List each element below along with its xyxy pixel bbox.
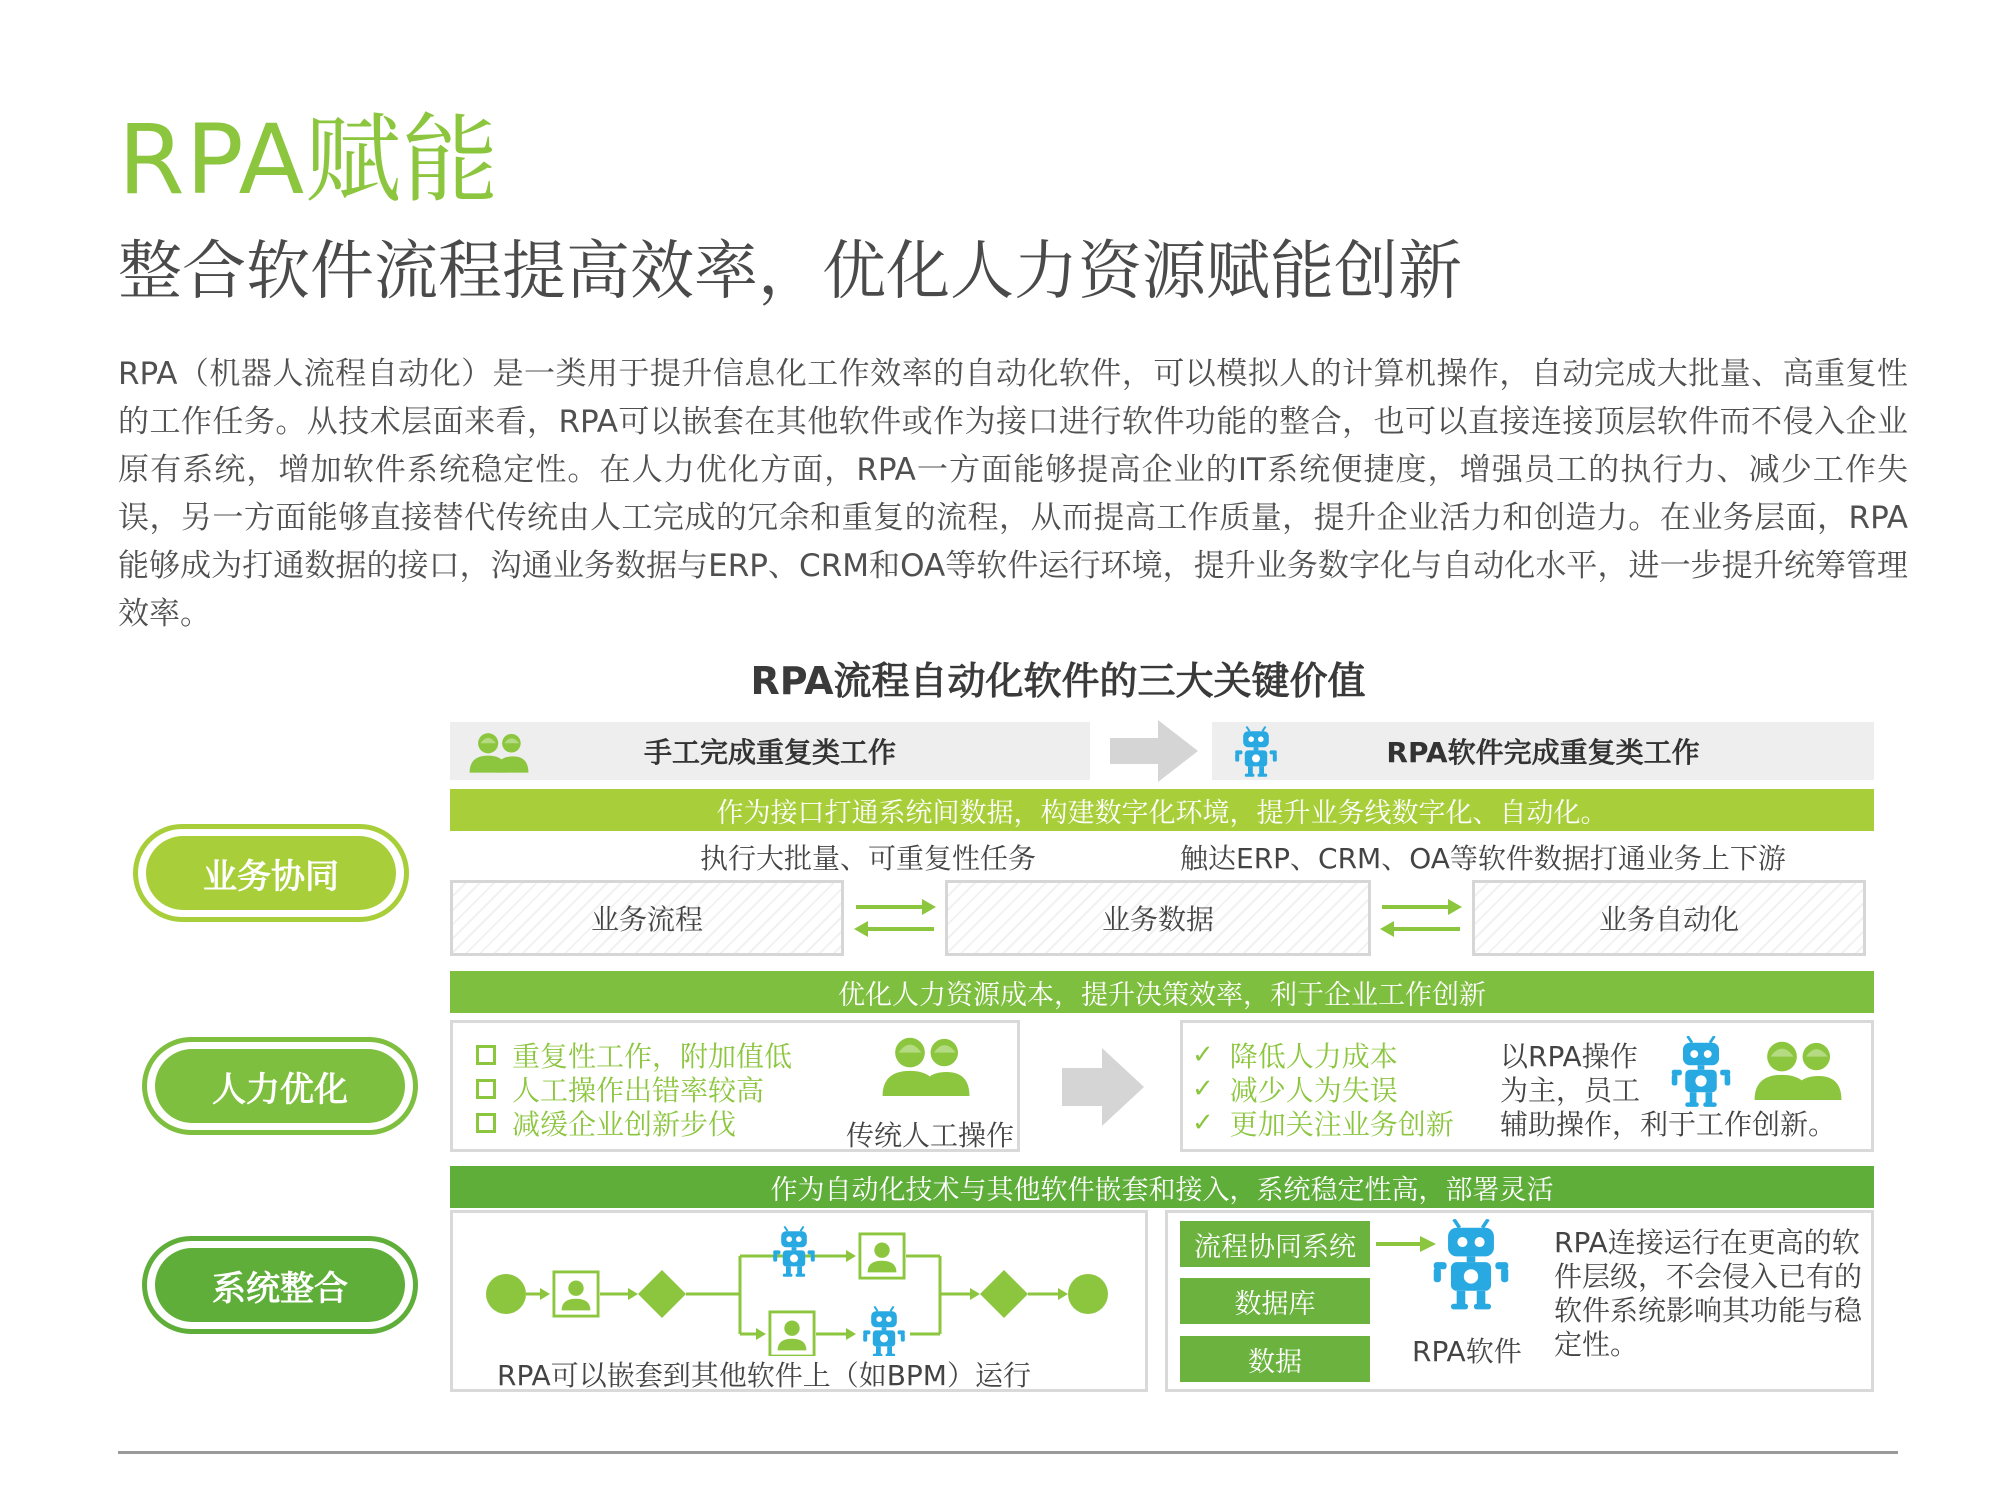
people-icon [1752, 1036, 1844, 1100]
header-rpa-label: RPA软件完成重复类工作 [1386, 736, 1700, 769]
label-business [133, 824, 409, 922]
manual-caption: 传统人工操作 [846, 1119, 1015, 1152]
robot-icon [1663, 1036, 1739, 1108]
label-system-text: 系统整合 [155, 1248, 405, 1322]
flow-start-node [486, 1274, 526, 1314]
integration-note: RPA连接运行在更高的软 件层级，不会侵入已有的 软件系统影响其功能与稳 定性。 [1554, 1226, 1863, 1361]
checkbox-square-icon [476, 1045, 496, 1065]
flow-gateway-node [980, 1270, 1028, 1318]
list-item: 人工操作出错率较高 [476, 1072, 792, 1106]
label-system [142, 1236, 418, 1334]
diagram-title: RPA流程自动化软件的三大关键价值 [750, 659, 1366, 703]
list-item: 重复性工作，附加值低 [476, 1038, 792, 1072]
list-item: ✓ 更加关注业务创新 [1192, 1108, 1454, 1141]
label-business-text: 业务协同 [146, 836, 396, 910]
flow-end-node [1068, 1274, 1108, 1314]
robot-icon [773, 1226, 815, 1276]
person-task-icon [554, 1272, 598, 1316]
box-business-automation: 业务自动化 [1472, 880, 1866, 956]
page-subtitle: 整合软件流程提高效率，优化人力资源赋能创新 [118, 235, 1462, 309]
banner-business: 作为接口打通系统间数据，构建数字化环境，提升业务线数字化、自动化。 [450, 789, 1874, 831]
header-manual-label: 手工完成重复类工作 [643, 736, 896, 769]
footer-divider [118, 1451, 1898, 1454]
label-hr [142, 1037, 418, 1135]
note-business-left: 执行大批量、可重复性任务 [700, 842, 1037, 875]
note-business-right: 触达ERP、CRM、OA等软件数据打通业务上下游 [1180, 842, 1786, 875]
box-business-data: 业务数据 [945, 880, 1371, 956]
box-business-process: 业务流程 [450, 880, 844, 956]
arrow-right-icon [1062, 1048, 1144, 1126]
list-item: 减缓企业创新步伐 [476, 1106, 792, 1140]
checkmark-icon: ✓ [1192, 1074, 1214, 1104]
problem-list [476, 1038, 792, 1140]
robot-icon [863, 1306, 905, 1356]
robot-icon [1428, 1218, 1514, 1312]
people-icon [880, 1032, 972, 1096]
person-task-icon [860, 1234, 904, 1278]
list-item: ✓ 降低人力成本 [1192, 1040, 1398, 1073]
list-item: ✓ 减少人为失误 [1192, 1074, 1398, 1107]
system-box: 数据库 [1180, 1278, 1370, 1324]
benefit-list [1192, 1038, 1454, 1140]
system-box: 流程协同系统 [1180, 1221, 1370, 1267]
swap-arrows-icon [1378, 895, 1464, 941]
flow-gateway-node [638, 1270, 686, 1318]
arrow-right-icon [1110, 720, 1198, 782]
label-hr-text: 人力优化 [155, 1049, 405, 1123]
banner-hr: 优化人力资源成本，提升决策效率，利于企业工作创新 [450, 971, 1874, 1013]
checkbox-square-icon [476, 1113, 496, 1133]
bpm-caption: RPA可以嵌套到其他软件上（如BPM）运行 [497, 1359, 1031, 1392]
people-icon [468, 728, 530, 774]
bpm-flow-diagram [480, 1226, 1140, 1356]
checkbox-square-icon [476, 1079, 496, 1099]
header-rpa [1212, 722, 1874, 780]
person-task-icon [770, 1312, 814, 1356]
checkmark-icon: ✓ [1192, 1040, 1214, 1070]
rpa-software-label: RPA软件 [1412, 1335, 1522, 1368]
robot-icon [1232, 726, 1280, 778]
header-manual [450, 722, 1090, 780]
page-title: RPA赋能 [118, 104, 500, 216]
intro-paragraph: RPA（机器人流程自动化）是一类用于提升信息化工作效率的自动化软件，可以模拟人的计算机操作，自动完成大批量、高重复性的工作任务。从技术层面来看，RPA可以嵌套在其他软件或作为接口进行软件功能的整合，也可以直接连接顶层软件而不侵入企业原有系统，增加软件系统稳定性。在人力优化方面，RPA一方面能够提高企业的IT系统便捷度，增强员工的执行力、减少工作失误，另一方面能够直接替代传统由人工完成的冗余和重复的流程，从而提高工作质量，提升企业活力和创造力。在业务层面，RPA能够成为打通数据的接口，沟通业务数据与ERP、CRM和OA等软件运行环境，提升业务数字化与自动化水平，进一步提升统筹管理效率。 [118, 356, 1908, 632]
swap-arrows-icon [852, 895, 938, 941]
banner-system: 作为自动化技术与其他软件嵌套和接入，系统稳定性高，部署灵活 [450, 1166, 1874, 1208]
rpa-caption: 以RPA操作 为主，员工 辅助操作，利于工作创新。 [1500, 1040, 1837, 1141]
system-box: 数据 [1180, 1336, 1370, 1382]
checkmark-icon: ✓ [1192, 1108, 1214, 1138]
